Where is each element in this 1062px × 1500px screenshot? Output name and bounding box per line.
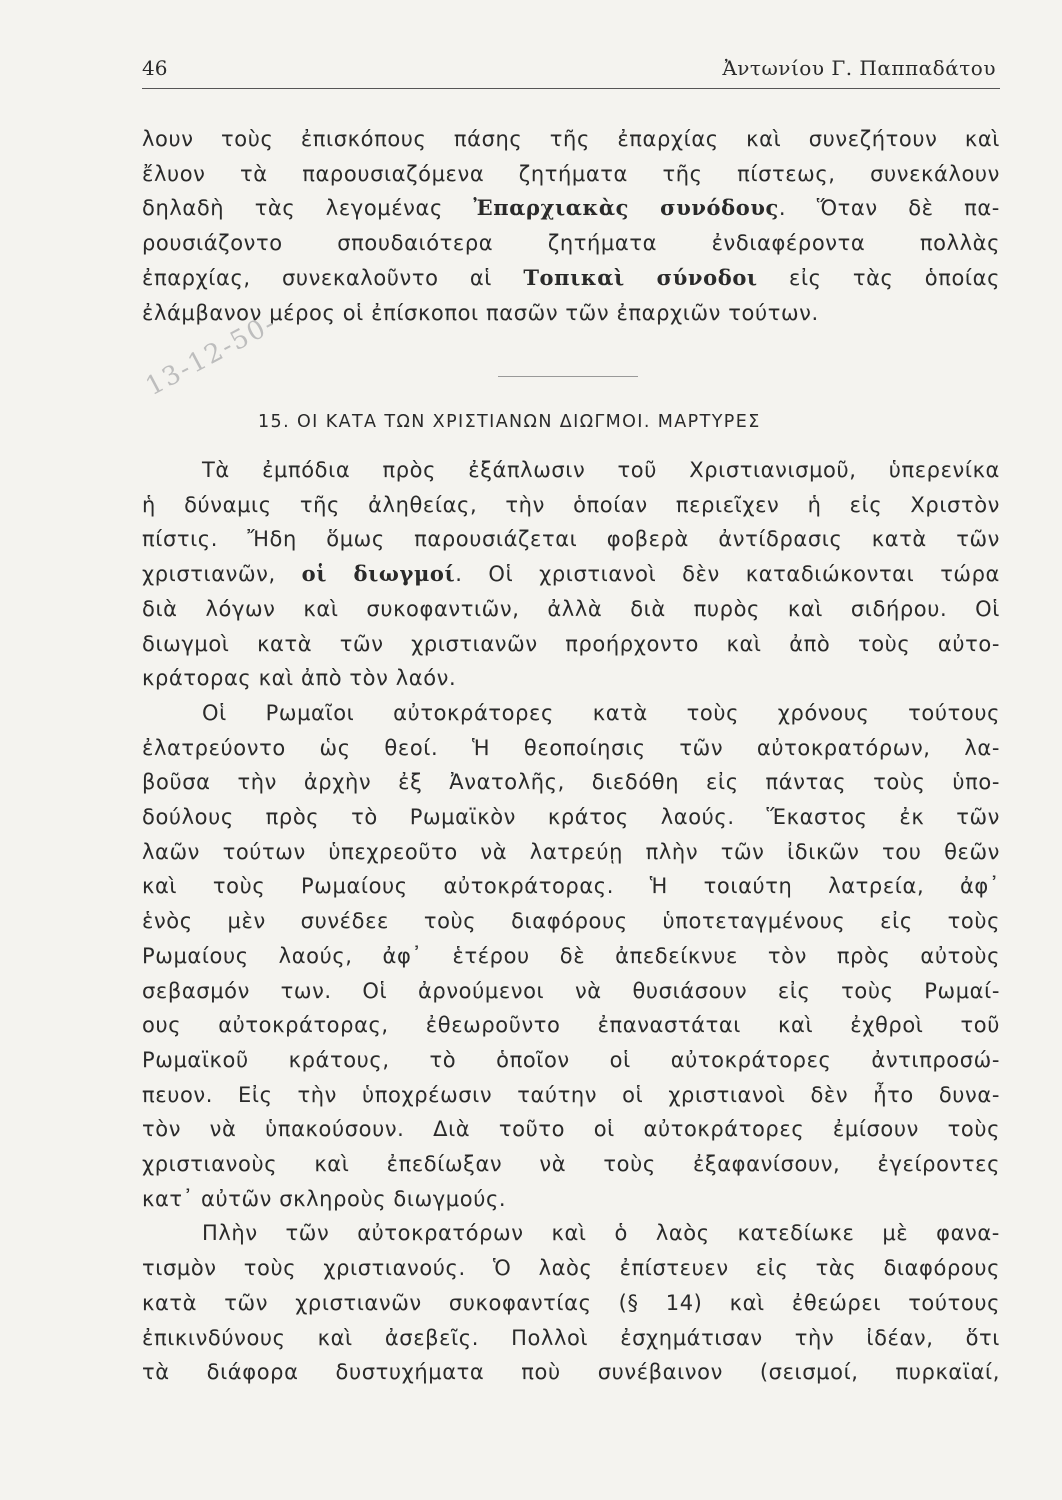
text-run: χριστιανῶν, [142,562,302,587]
text-line: τὰ διάφορα δυστυχήματα ποὺ συνέβαινον (σεισμοί, πυρκαϊαί, [142,1360,1000,1385]
text-line [142,557,1000,592]
text-line: πίστις. Ἤδη ὅμως παρουσιάζεται φοβερὰ ἀντίδρασις κατὰ τῶν [142,527,1000,552]
text-line: ἐλάμβανον μέρος οἱ ἐπίσκοποι πασῶν τῶν ἐπαρχιῶν τούτων. [142,300,819,325]
text-line: Πλὴν τῶν αὐτοκρατόρων καὶ ὁ λαὸς κατεδίωκε μὲ φανα- [202,1221,1000,1246]
text-line: σεβασμόν των. Οἱ ἀρνούμενοι νὰ θυσιάσουν εἰς τοὺς Ρωμαί- [142,978,1000,1003]
text-line: βοῦσα τὴν ἀρχὴν ἐξ Ἀνατολῆς, διεδόθη εἰς πάντας τοὺς ὑπο- [142,770,1000,795]
text-line: Ρωμαίους λαούς, ἀφ᾽ ἑτέρου δὲ ἀπεδείκνυε τὸν πρὸς αὐτοὺς [142,943,1000,968]
page-number: 46 [142,56,168,80]
paragraph-continued [142,122,1000,330]
text-line: λουν τοὺς ἐπισκόπους πάσης τῆς ἐπαρχίας καὶ συνεζήτουν καὶ [142,127,1000,151]
text-line [142,191,1000,226]
text-line: διωγμοὶ κατὰ τῶν χριστιανῶν προήρχοντο καὶ ἀπὸ τοὺς αὐτο- [142,631,1000,656]
text-line [142,261,1000,296]
text-line: καὶ τοὺς Ρωμαίους αὐτοκράτορας. Ἡ τοιαύτη λατρεία, ἀφ᾽ [142,874,1000,899]
text-line: ἔλυον τὰ παρουσιαζόμενα ζητήματα τῆς πίστεως, συνεκάλουν [142,161,1000,186]
section-heading: 15. ΟΙ ΚΑΤΑ ΤΩΝ ΧΡΙΣΤΙΑΝΩΝ ΔΙΩΓΜΟΙ. ΜΑΡΤΥΡΕΣ [258,412,761,432]
handwritten-date-annotation: 13-12-50- [140,308,282,402]
text-line: λαῶν τούτων ὑπεχρεοῦτο νὰ λατρεύῃ πλὴν τῶν ἰδικῶν του θεῶν [142,839,1000,864]
text-line: ἐπικινδύνους καὶ ἀσεβεῖς. Πολλοὶ ἐσχημάτισαν τὴν ἰδέαν, ὅτι [142,1325,1000,1350]
section-body [142,453,1000,1390]
text-line: διὰ λόγων καὶ συκοφαντιῶν, ἀλλὰ διὰ πυρὸς καὶ σιδήρου. Οἱ [142,596,1000,621]
text-line: κατ᾽ αὐτῶν σκληροὺς διωγμούς. [142,1186,507,1211]
text-line: Ρωμαϊκοῦ κράτους, τὸ ὁποῖον οἱ αὐτοκράτορες ἀντιπροσώ- [142,1047,1000,1072]
running-head: Ἀντωνίου Γ. Παππαδάτου [722,56,996,80]
text-line: ἐλατρεύοντο ὡς θεοί. Ἡ θεοποίησις τῶν αὐτοκρατόρων, λα- [142,735,1000,760]
bold-term: Ἐπαρχιακὰς συνόδους [473,195,779,221]
text-line: Οἱ Ρωμαῖοι αὐτοκράτορες κατὰ τοὺς χρόνους τούτους [202,700,1000,725]
text-run: δηλαδὴ τὰς λεγομένας [142,196,474,221]
paragraph [142,696,1000,1217]
text-run: εἰς τὰς ὁποίας [757,265,1000,290]
text-line: κράτορας καὶ ἀπὸ τὸν λαόν. [142,666,457,691]
text-line: ους αὐτοκράτορας, ἐθεωροῦντο ἐπαναστάται καὶ ἐχθροὶ τοῦ [142,1013,1000,1038]
text-run: . Ὅταν δὲ πα- [778,196,1000,221]
text-line: τὸν νὰ ὑπακούσουν. Διὰ τοῦτο οἱ αὐτοκράτορες ἐμίσουν τοὺς [142,1117,1000,1142]
text-line: ρουσιάζοντο σπουδαιότερα ζητήματα ἐνδιαφέροντα πολλὰς [142,231,1000,256]
bold-term: οἱ διωγμοί [301,561,456,587]
text-line: Τὰ ἐμπόδια πρὸς ἐξάπλωσιν τοῦ Χριστιανισμοῦ, ὑπερενίκα [202,458,1000,482]
text-line: δούλους πρὸς τὸ Ρωμαϊκὸν κράτος λαούς. Ἕκαστος ἐκ τῶν [142,805,1000,830]
text-line: ἑνὸς μὲν συνέδεε τοὺς διαφόρους ὑποτεταγμένους εἰς τοὺς [142,909,1000,934]
paragraph [142,453,1000,696]
text-line: χριστιανοὺς καὶ ἐπεδίωξαν νὰ τοὺς ἐξαφανίσουν, ἐγείροντες [142,1152,1000,1177]
paragraph [142,1216,1000,1390]
text-line: ἡ δύναμις τῆς ἀληθείας, τὴν ὁποίαν περιεῖχεν ἡ εἰς Χριστὸν [142,492,1000,517]
bold-term: Τοπικαὶ σύνοδοι [523,264,758,290]
text-line: τισμὸν τοὺς χριστιανούς. Ὁ λαὸς ἐπίστευεν εἰς τὰς διαφόρους [142,1256,1000,1281]
text-run: . Οἱ χριστιανοὶ δὲν καταδιώκονται τώρα [455,562,1000,587]
section-separator [498,376,638,377]
text-line: πευον. Εἰς τὴν ὑποχρέωσιν ταύτην οἱ χριστιανοὶ δὲν ἦτο δυνα- [142,1082,1000,1107]
text-run: ἐπαρχίας, συνεκαλοῦντο αἱ [142,265,524,290]
text-line: κατὰ τῶν χριστιανῶν συκοφαντίας (§ 14) καὶ ἐθεώρει τούτους [142,1290,1000,1315]
page-header [142,52,1000,89]
